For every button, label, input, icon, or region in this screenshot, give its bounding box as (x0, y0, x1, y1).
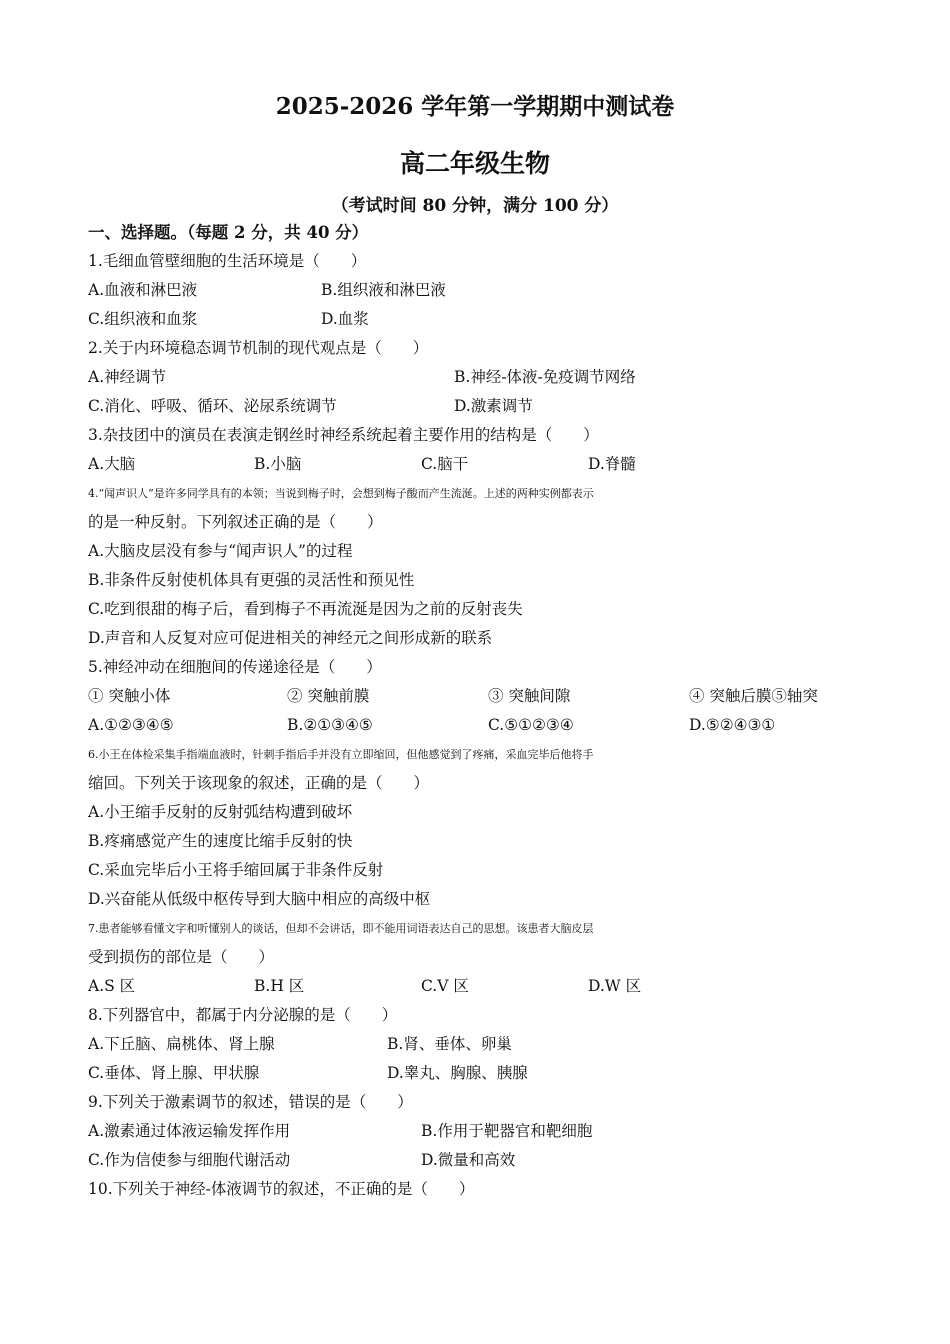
question-8-option-a: A.下丘脑、扁桃体、肾上腺 (88, 1035, 275, 1053)
question-3-option-b: B.小脑 (254, 455, 302, 473)
question-2-option-b: B.神经-体液-免疫调节网络 (454, 368, 636, 386)
question-8-options-row2 (88, 1059, 878, 1088)
question-3-option-c: C.脑干 (421, 455, 469, 473)
question-6-option-c: C.采血完毕后小王将手缩回属于非条件反射 (88, 861, 384, 879)
question-9-option-a: A.激素通过体液运输发挥作用 (88, 1122, 291, 1140)
question-9-stem: 9.下列关于激素调节的叙述，错误的是（ ） (88, 1093, 413, 1111)
question-5-item-3: ③ 突触间隙 (488, 687, 571, 705)
question-5-stem: 5.神经冲动在细胞间的传递途径是（ ） (88, 658, 382, 676)
question-2-option-a: A.神经调节 (88, 368, 167, 386)
question-9-options-row2 (88, 1146, 878, 1175)
question-6-option-d: D.兴奋能从低级中枢传导到大脑中相应的高级中枢 (88, 890, 431, 908)
question-7-option-d: D.W 区 (588, 977, 642, 995)
question-3-option-d: D.脊髓 (588, 455, 636, 473)
exam-info: （考试时间 80 分钟，满分 100 分） (331, 196, 619, 216)
question-6-stem-line1: 6.小王在体检采集手指端血液时，针刺手指后手并没有立即缩回，但他感觉到了疼痛，采血完毕后他将手 (88, 748, 594, 761)
section-heading: 一、选择题。（每题 2 分，共 40 分） (88, 223, 369, 242)
question-5-option-c: C.⑤①②③④ (488, 716, 574, 734)
question-7-stem-line1: 7.患者能够看懂文字和听懂别人的谈话，但却不会讲话，即不能用词语表达自己的思想。该患者大脑皮层 (88, 922, 594, 935)
question-7-options (88, 972, 878, 1001)
exam-subject: 高二年级生物 (399, 149, 550, 178)
question-4-stem-line1: 4.“闻声识人”是许多同学具有的本领；当说到梅子时，会想到梅子酸而产生流涎。上述的两种实例都表示 (88, 487, 594, 500)
question-5-options (88, 711, 878, 740)
question-1-option-a: A.血液和淋巴液 (88, 281, 198, 299)
question-10-stem: 10.下列关于神经-体液调节的叙述，不正确的是（ ） (88, 1180, 475, 1198)
question-9-option-d: D.微量和高效 (421, 1151, 516, 1169)
question-5-items (88, 682, 878, 711)
question-6-stem-line2: 缩回。下列关于该现象的叙述，正确的是（ ） (88, 774, 430, 792)
question-7-option-a: A.S 区 (88, 977, 136, 995)
question-4-option-a: A.大脑皮层没有参与“闻声识人”的过程 (88, 542, 353, 560)
question-4-stem-line2: 的是一种反射。下列叙述正确的是（ ） (88, 513, 383, 531)
question-1-option-d: D.血浆 (321, 310, 369, 328)
question-5-option-d: D.⑤②④③① (689, 716, 776, 734)
question-2-stem: 2.关于内环境稳态调节机制的现代观点是（ ） (88, 339, 429, 357)
question-9-options-row1 (88, 1117, 878, 1146)
question-9-option-c: C.作为信使参与细胞代谢活动 (88, 1151, 291, 1169)
question-8-stem: 8.下列器官中，都属于内分泌腺的是（ ） (88, 1006, 398, 1024)
question-5-item-1: ① 突触小体 (88, 687, 171, 705)
question-3-stem: 3.杂技团中的演员在表演走钢丝时神经系统起着主要作用的结构是（ ） (88, 426, 599, 444)
exam-content (88, 218, 878, 1204)
question-4-option-c: C.吃到很甜的梅子后，看到梅子不再流涎是因为之前的反射丧失 (88, 600, 523, 618)
question-7-option-c: C.V 区 (421, 977, 469, 995)
question-8-option-b: B.肾、垂体、卵巢 (387, 1035, 512, 1053)
question-4-option-d: D.声音和人反复对应可促进相关的神经元之间形成新的联系 (88, 629, 493, 647)
question-5-item-2: ② 突触前膜 (287, 687, 370, 705)
question-9-option-b: B.作用于靶器官和靶细胞 (421, 1122, 593, 1140)
question-6-option-b: B.疼痛感觉产生的速度比缩手反射的快 (88, 832, 353, 850)
question-2-option-c: C.消化、呼吸、循环、泌尿系统调节 (88, 397, 337, 415)
question-2-options-row1 (88, 363, 878, 392)
question-1-stem: 1.毛细血管壁细胞的生活环境是（ ） (88, 252, 367, 270)
question-4-option-b: B.非条件反射使机体具有更强的灵活性和预见性 (88, 571, 415, 589)
question-3-options (88, 450, 878, 479)
question-2-option-d: D.激素调节 (454, 397, 533, 415)
question-5-item-4: ④ 突触后膜⑤轴突 (689, 687, 818, 705)
question-2-options-row2 (88, 392, 878, 421)
question-1-option-b: B.组织液和淋巴液 (321, 281, 446, 299)
question-1-options-row1 (88, 276, 878, 305)
question-8-options-row1 (88, 1030, 878, 1059)
question-6-option-a: A.小王缩手反射的反射弧结构遭到破坏 (88, 803, 353, 821)
exam-title: 2025-2026 学年第一学期期中测试卷 (275, 93, 675, 120)
question-1-option-c: C.组织液和血浆 (88, 310, 198, 328)
question-7-option-b: B.H 区 (254, 977, 305, 995)
question-5-option-a: A.①②③④⑤ (88, 716, 174, 734)
question-7-stem-line2: 受到损伤的部位是（ ） (88, 948, 275, 966)
question-3-option-a: A.大脑 (88, 455, 136, 473)
question-8-option-c: C.垂体、肾上腺、甲状腺 (88, 1064, 260, 1082)
question-5-option-b: B.②①③④⑤ (287, 716, 373, 734)
question-8-option-d: D.睾丸、胸腺、胰腺 (387, 1064, 528, 1082)
question-1-options-row2 (88, 305, 878, 334)
